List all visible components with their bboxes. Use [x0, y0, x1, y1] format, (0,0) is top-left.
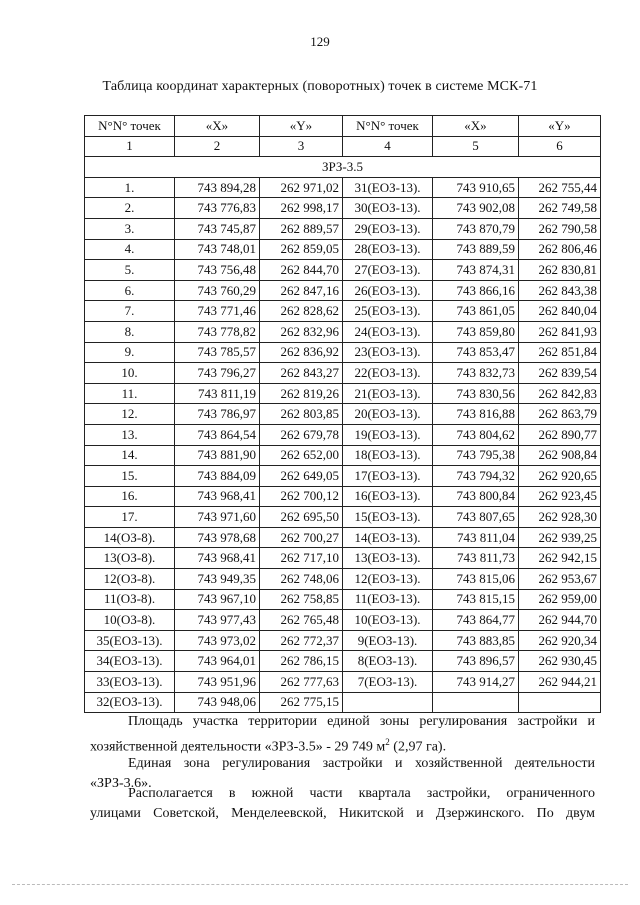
footer-divider: [12, 884, 628, 885]
y-coordinate-cell: 262 920,34: [519, 630, 601, 651]
y-coordinate-cell: 262 944,70: [519, 610, 601, 631]
table-row: [85, 692, 601, 713]
x-coordinate-cell: 743 881,90: [175, 445, 260, 466]
x-coordinate-cell: 743 776,83: [175, 198, 260, 219]
x-coordinate-cell: 743 760,29: [175, 280, 260, 301]
x-coordinate-cell: 743 949,35: [175, 569, 260, 590]
y-coordinate-cell: 262 844,70: [260, 260, 343, 281]
table-row: [85, 424, 601, 445]
point-number-cell: 9(ЕОЗ-13).: [343, 630, 433, 651]
y-coordinate-cell: 262 908,84: [519, 445, 601, 466]
x-coordinate-cell: 743 815,15: [433, 589, 519, 610]
y-coordinate-cell: 262 765,48: [260, 610, 343, 631]
table-row: [85, 527, 601, 548]
point-number-cell: 22(ЕОЗ-13).: [343, 363, 433, 384]
point-number-cell: 17(ЕОЗ-13).: [343, 466, 433, 487]
y-coordinate-cell: 262 928,30: [519, 507, 601, 528]
point-number-cell: 24(ЕОЗ-13).: [343, 321, 433, 342]
table-header-row: [85, 116, 601, 137]
y-coordinate-cell: 262 953,67: [519, 569, 601, 590]
point-number-cell: 16(ЕОЗ-13).: [343, 486, 433, 507]
y-coordinate-cell: 262 749,58: [519, 198, 601, 219]
table-row: [85, 177, 601, 198]
point-number-cell: 11.: [85, 383, 175, 404]
y-coordinate-cell: 262 840,04: [519, 301, 601, 322]
y-coordinate-cell: 262 700,12: [260, 486, 343, 507]
y-coordinate-cell: 262 700,27: [260, 527, 343, 548]
location-line-1: Располагается в южной части квартала застройки, ограниченного: [128, 786, 595, 801]
table-row: [85, 548, 601, 569]
zone-section-label: ЗРЗ-3.5: [85, 157, 601, 178]
x-coordinate-cell: 743 800,84: [433, 486, 519, 507]
column-number: 5: [433, 136, 519, 157]
x-coordinate-cell: 743 973,02: [175, 630, 260, 651]
x-coordinate-cell: 743 811,19: [175, 383, 260, 404]
y-coordinate-cell: 262 859,05: [260, 239, 343, 260]
x-coordinate-cell: 743 815,06: [433, 569, 519, 590]
x-coordinate-cell: 743 816,88: [433, 404, 519, 425]
x-coordinate-cell: 743 807,65: [433, 507, 519, 528]
x-coordinate-cell: 743 864,54: [175, 424, 260, 445]
x-coordinate-cell: 743 902,08: [433, 198, 519, 219]
point-number-cell: 35(ЕОЗ-13).: [85, 630, 175, 651]
y-coordinate-cell: [519, 692, 601, 713]
point-number-cell: 26(ЕОЗ-13).: [343, 280, 433, 301]
area-text: Площадь участка территории единой зоны регулирования застройки и хозяйственной деятельности «ЗРЗ-3.5» - 29 749 м: [90, 714, 595, 755]
column-number: 6: [519, 136, 601, 157]
y-coordinate-cell: 262 649,05: [260, 466, 343, 487]
point-number-cell: 25(ЕОЗ-13).: [343, 301, 433, 322]
point-number-cell: 11(ОЗ-8).: [85, 589, 175, 610]
y-coordinate-cell: 262 839,54: [519, 363, 601, 384]
header-x-left: «X»: [175, 116, 260, 137]
point-number-cell: 2.: [85, 198, 175, 219]
section-row: [85, 157, 601, 178]
table-row: [85, 280, 601, 301]
table-row: [85, 239, 601, 260]
table-row: [85, 260, 601, 281]
point-number-cell: 30(ЕОЗ-13).: [343, 198, 433, 219]
point-number-cell: 19(ЕОЗ-13).: [343, 424, 433, 445]
point-number-cell: 12.: [85, 404, 175, 425]
column-number-row: [85, 136, 601, 157]
page-number: 129: [310, 34, 330, 49]
area-superscript: 2: [385, 737, 390, 747]
y-coordinate-cell: 262 841,93: [519, 321, 601, 342]
x-coordinate-cell: 743 794,32: [433, 466, 519, 487]
point-number-cell: 7(ЕОЗ-13).: [343, 672, 433, 693]
y-coordinate-cell: 262 971,02: [260, 177, 343, 198]
table-row: [85, 321, 601, 342]
table-row: [85, 342, 601, 363]
x-coordinate-cell: 743 795,38: [433, 445, 519, 466]
y-coordinate-cell: 262 832,96: [260, 321, 343, 342]
point-number-cell: 12(ОЗ-8).: [85, 569, 175, 590]
y-coordinate-cell: 262 717,10: [260, 548, 343, 569]
x-coordinate-cell: 743 796,27: [175, 363, 260, 384]
table-row: [85, 404, 601, 425]
point-number-cell: 6.: [85, 280, 175, 301]
header-y-right: «Y»: [519, 116, 601, 137]
x-coordinate-cell: 743 971,60: [175, 507, 260, 528]
y-coordinate-cell: 262 803,85: [260, 404, 343, 425]
point-number-cell: [343, 692, 433, 713]
y-coordinate-cell: 262 758,85: [260, 589, 343, 610]
x-coordinate-cell: 743 951,96: [175, 672, 260, 693]
point-number-cell: 31(ЕОЗ-13).: [343, 177, 433, 198]
x-coordinate-cell: 743 786,97: [175, 404, 260, 425]
area-paragraph: [90, 712, 595, 758]
point-number-cell: 10(ОЗ-8).: [85, 610, 175, 631]
y-coordinate-cell: 262 777,63: [260, 672, 343, 693]
y-coordinate-cell: 262 923,45: [519, 486, 601, 507]
point-number-cell: 34(ЕОЗ-13).: [85, 651, 175, 672]
point-number-cell: 21(ЕОЗ-13).: [343, 383, 433, 404]
x-coordinate-cell: 743 964,01: [175, 651, 260, 672]
point-number-cell: 14(ОЗ-8).: [85, 527, 175, 548]
point-number-cell: 17.: [85, 507, 175, 528]
x-coordinate-cell: 743 896,57: [433, 651, 519, 672]
x-coordinate-cell: 743 889,59: [433, 239, 519, 260]
point-number-cell: 15.: [85, 466, 175, 487]
point-number-cell: 14.: [85, 445, 175, 466]
x-coordinate-cell: 743 883,85: [433, 630, 519, 651]
point-number-cell: 13.: [85, 424, 175, 445]
x-coordinate-cell: 743 874,31: [433, 260, 519, 281]
point-number-cell: 3.: [85, 218, 175, 239]
point-number-cell: 10.: [85, 363, 175, 384]
header-y-left: «Y»: [260, 116, 343, 137]
x-coordinate-cell: 743 861,05: [433, 301, 519, 322]
x-coordinate-cell: 743 748,01: [175, 239, 260, 260]
table-row: [85, 301, 601, 322]
y-coordinate-cell: 262 942,15: [519, 548, 601, 569]
point-number-cell: 33(ЕОЗ-13).: [85, 672, 175, 693]
header-x-right: «X»: [433, 116, 519, 137]
point-number-cell: 14(ЕОЗ-13).: [343, 527, 433, 548]
column-number: 3: [260, 136, 343, 157]
x-coordinate-cell: 743 968,41: [175, 486, 260, 507]
x-coordinate-cell: [433, 692, 519, 713]
x-coordinate-cell: 743 948,06: [175, 692, 260, 713]
point-number-cell: 10(ЕОЗ-13).: [343, 610, 433, 631]
x-coordinate-cell: 743 910,65: [433, 177, 519, 198]
y-coordinate-cell: 262 790,58: [519, 218, 601, 239]
point-number-cell: 20(ЕОЗ-13).: [343, 404, 433, 425]
y-coordinate-cell: 262 786,15: [260, 651, 343, 672]
point-number-cell: 16.: [85, 486, 175, 507]
table-row: [85, 198, 601, 219]
y-coordinate-cell: 262 806,46: [519, 239, 601, 260]
table-row: [85, 218, 601, 239]
x-coordinate-cell: 743 870,79: [433, 218, 519, 239]
y-coordinate-cell: 262 695,50: [260, 507, 343, 528]
x-coordinate-cell: 743 914,27: [433, 672, 519, 693]
x-coordinate-cell: 743 968,41: [175, 548, 260, 569]
y-coordinate-cell: 262 843,27: [260, 363, 343, 384]
x-coordinate-cell: 743 978,68: [175, 527, 260, 548]
y-coordinate-cell: 262 819,26: [260, 383, 343, 404]
point-number-cell: 23(ЕОЗ-13).: [343, 342, 433, 363]
x-coordinate-cell: 743 811,73: [433, 548, 519, 569]
y-coordinate-cell: 262 843,38: [519, 280, 601, 301]
table-row: [85, 651, 601, 672]
x-coordinate-cell: 743 884,09: [175, 466, 260, 487]
point-number-cell: 1.: [85, 177, 175, 198]
zone-heading-text: Единая зона регулирования застройки и хозяйственной деятельности «ЗРЗ-3.6».: [90, 756, 595, 791]
x-coordinate-cell: 743 745,87: [175, 218, 260, 239]
x-coordinate-cell: 743 771,46: [175, 301, 260, 322]
y-coordinate-cell: 262 959,00: [519, 589, 601, 610]
header-point-number-left: N°N° точек: [85, 116, 175, 137]
point-number-cell: 13(ЕОЗ-13).: [343, 548, 433, 569]
x-coordinate-cell: 743 832,73: [433, 363, 519, 384]
point-number-cell: 28(ЕОЗ-13).: [343, 239, 433, 260]
point-number-cell: 29(ЕОЗ-13).: [343, 218, 433, 239]
x-coordinate-cell: 743 977,43: [175, 610, 260, 631]
y-coordinate-cell: 262 847,16: [260, 280, 343, 301]
y-coordinate-cell: 262 930,45: [519, 651, 601, 672]
y-coordinate-cell: 262 944,21: [519, 672, 601, 693]
x-coordinate-cell: 743 967,10: [175, 589, 260, 610]
point-number-cell: 11(ЕОЗ-13).: [343, 589, 433, 610]
table-row: [85, 445, 601, 466]
table-row: [85, 569, 601, 590]
y-coordinate-cell: 262 836,92: [260, 342, 343, 363]
table-title: Таблица координат характерных (поворотных) точек в системе МСК-71: [102, 79, 538, 94]
point-number-cell: 15(ЕОЗ-13).: [343, 507, 433, 528]
point-number-cell: 9.: [85, 342, 175, 363]
x-coordinate-cell: 743 756,48: [175, 260, 260, 281]
y-coordinate-cell: 262 863,79: [519, 404, 601, 425]
y-coordinate-cell: 262 755,44: [519, 177, 601, 198]
point-number-cell: 8.: [85, 321, 175, 342]
table-row: [85, 466, 601, 487]
column-number: 4: [343, 136, 433, 157]
table-body: [85, 177, 601, 712]
y-coordinate-cell: 262 890,77: [519, 424, 601, 445]
point-number-cell: 7.: [85, 301, 175, 322]
header-point-number-right: N°N° точек: [343, 116, 433, 137]
column-number: 1: [85, 136, 175, 157]
x-coordinate-cell: 743 804,62: [433, 424, 519, 445]
table-row: [85, 630, 601, 651]
point-number-cell: 32(ЕОЗ-13).: [85, 692, 175, 713]
column-number: 2: [175, 136, 260, 157]
y-coordinate-cell: 262 920,65: [519, 466, 601, 487]
coordinates-table: [84, 115, 601, 713]
y-coordinate-cell: 262 828,62: [260, 301, 343, 322]
point-number-cell: 5.: [85, 260, 175, 281]
y-coordinate-cell: 262 889,57: [260, 218, 343, 239]
point-number-cell: 4.: [85, 239, 175, 260]
x-coordinate-cell: 743 778,82: [175, 321, 260, 342]
table-row: [85, 383, 601, 404]
x-coordinate-cell: 743 853,47: [433, 342, 519, 363]
y-coordinate-cell: 262 772,37: [260, 630, 343, 651]
x-coordinate-cell: 743 866,16: [433, 280, 519, 301]
x-coordinate-cell: 743 859,80: [433, 321, 519, 342]
point-number-cell: 18(ЕОЗ-13).: [343, 445, 433, 466]
x-coordinate-cell: 743 811,04: [433, 527, 519, 548]
area-text-tail: (2,97 га).: [389, 739, 447, 755]
table-row: [85, 610, 601, 631]
x-coordinate-cell: 743 894,28: [175, 177, 260, 198]
table-row: [85, 507, 601, 528]
x-coordinate-cell: 743 864,77: [433, 610, 519, 631]
table-row: [85, 589, 601, 610]
table-row: [85, 363, 601, 384]
y-coordinate-cell: 262 775,15: [260, 692, 343, 713]
x-coordinate-cell: 743 830,56: [433, 383, 519, 404]
point-number-cell: 13(ОЗ-8).: [85, 548, 175, 569]
y-coordinate-cell: 262 842,83: [519, 383, 601, 404]
location-line-2: улицами Советской, Менделеевской, Никитской и Дзержинского. По двум: [90, 806, 595, 821]
y-coordinate-cell: 262 939,25: [519, 527, 601, 548]
y-coordinate-cell: 262 679,78: [260, 424, 343, 445]
y-coordinate-cell: 262 652,00: [260, 445, 343, 466]
y-coordinate-cell: 262 830,81: [519, 260, 601, 281]
x-coordinate-cell: 743 785,57: [175, 342, 260, 363]
point-number-cell: 27(ЕОЗ-13).: [343, 260, 433, 281]
table-row: [85, 672, 601, 693]
point-number-cell: 8(ЕОЗ-13).: [343, 651, 433, 672]
table-row: [85, 486, 601, 507]
point-number-cell: 12(ЕОЗ-13).: [343, 569, 433, 590]
y-coordinate-cell: 262 748,06: [260, 569, 343, 590]
location-paragraph: [90, 784, 595, 824]
y-coordinate-cell: 262 851,84: [519, 342, 601, 363]
y-coordinate-cell: 262 998,17: [260, 198, 343, 219]
